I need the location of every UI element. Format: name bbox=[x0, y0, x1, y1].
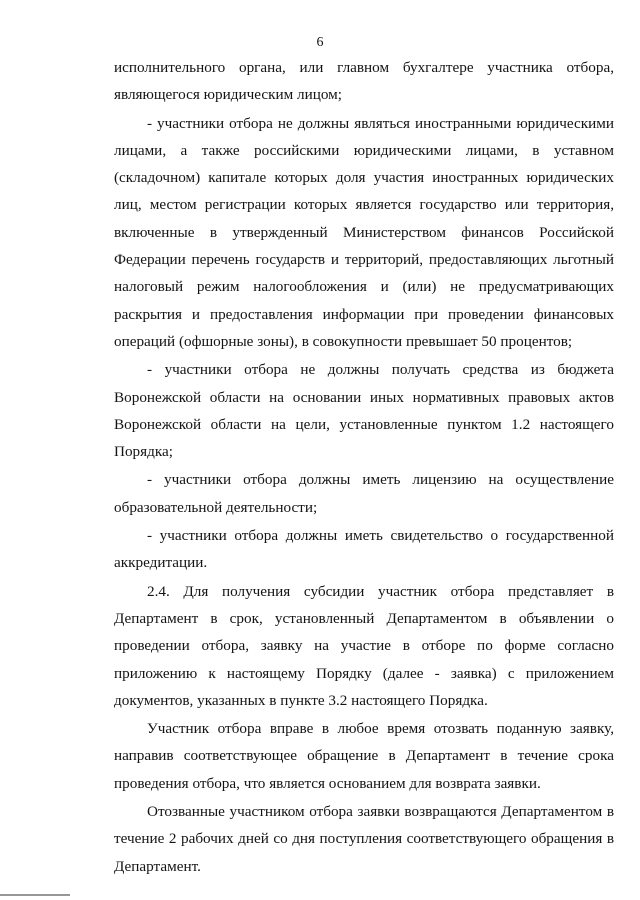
paragraph-withdrawal-return: Отозванные участником отбора заявки возвращаются Департаментом в течение 2 рабочих дней со дня поступления соответствующего обращения в Департамент. bbox=[114, 803, 614, 875]
document-body bbox=[114, 54, 614, 880]
paragraph-continuation: исполнительного органа, или главном бухгалтере участника отбора, являющегося юридическим лицом; bbox=[114, 59, 614, 104]
paragraph-foreign-entities-requirement: - участники отбора не должны являться иностранными юридическими лицами, а также российскими юридическими лицами, в уставном (складочном) капитале которых доля участия иностранных юридических лиц, местом регистрации которых является государство или территория, включенные в утвержденный Министерством финансов Российской Федерации перечень государств и территорий, предоставляющих льготный налоговый режим налогообложения и (или) не предусматривающих раскрытия и предоставления информации при проведении финансовых операций (офшорные зоны), в совокупности превышает 50 процентов; bbox=[114, 114, 614, 350]
scan-edge-mark bbox=[0, 894, 70, 896]
paragraph-section-2-4: 2.4. Для получения субсидии участник отбора представляет в Департамент в срок, установленный Департаментом в объявлении о проведении отбора, заявку на участие в отборе по форме согласно приложению к настоящему Порядку (далее - заявка) с приложением документов, указанных в пункте 3.2 настоящего Порядка. bbox=[114, 582, 614, 709]
paragraph-budget-funds-requirement: - участники отбора не должны получать средства из бюджета Воронежской области на основании иных нормативных правовых актов Воронежской области на цели, установленные пунктом 1.2 настоящего Порядка; bbox=[114, 361, 614, 461]
page-number: 6 bbox=[316, 35, 324, 50]
paragraph-accreditation-requirement: - участники отбора должны иметь свидетельство о государственной аккредитации. bbox=[114, 527, 614, 572]
paragraph-license-requirement: - участники отбора должны иметь лицензию на осуществление образовательной деятельности; bbox=[114, 471, 614, 516]
paragraph-withdrawal-right: Участник отбора вправе в любое время отозвать поданную заявку, направив соответствующее обращение в Департамент в течение срока проведения отбора, что является основанием для возврата заявки. bbox=[114, 720, 614, 792]
